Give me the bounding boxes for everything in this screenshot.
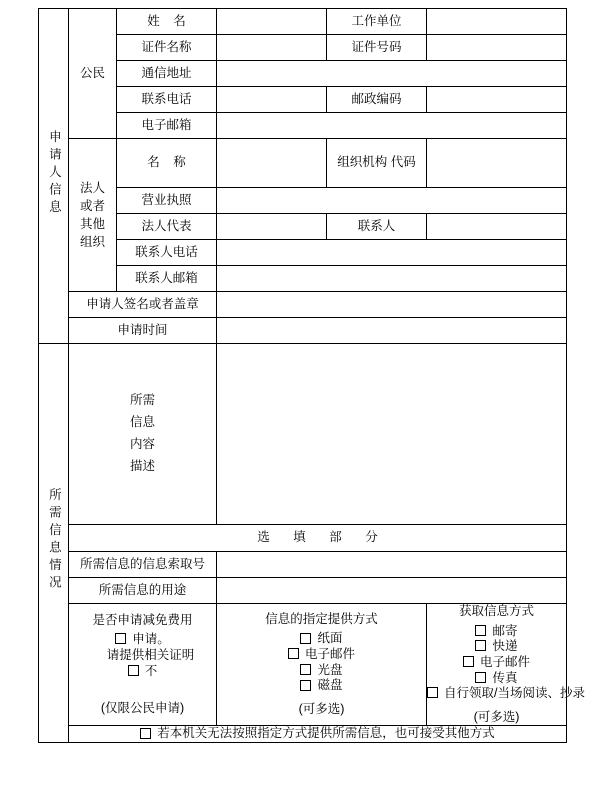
checkbox-icon[interactable]: [427, 687, 438, 698]
label-needed-info-description: 所需 信息 内容 描述: [69, 344, 217, 525]
label-signature-or-seal: 申请人签名或者盖章: [69, 292, 217, 318]
input-contact-person-email[interactable]: [217, 266, 567, 292]
checkbox-obtain-email[interactable]: 电子邮件: [427, 655, 566, 671]
input-signature-or-seal[interactable]: [217, 292, 567, 318]
table-row: [39, 292, 567, 318]
input-org-code[interactable]: [427, 139, 567, 188]
checkbox-icon[interactable]: [300, 664, 311, 675]
label-org-code: 组织机构 代码: [327, 139, 427, 188]
fee-apply-hint: 请提供相关证明: [106, 647, 195, 662]
input-information-index-number[interactable]: [217, 552, 567, 578]
label-id-type: 证件名称: [117, 35, 217, 61]
checkbox-delivery-disk[interactable]: 磁盘: [217, 678, 426, 694]
obtain-method-note: (可多选): [473, 709, 520, 724]
label-contact-person-email: 联系人邮箱: [117, 266, 217, 292]
table-row: [39, 726, 567, 743]
label-name: 姓 名: [117, 9, 217, 35]
delivery-method-title: 信息的指定提供方式: [265, 611, 378, 626]
delivery-method-group: [217, 604, 427, 726]
label-information-index-number: 所需信息的信息索取号: [69, 552, 217, 578]
label-entity-name: 名 称: [117, 139, 217, 188]
section-label-applicant-info: 申请人信息: [39, 9, 69, 344]
label-contact-person-phone: 联系人电话: [117, 240, 217, 266]
input-information-purpose[interactable]: [217, 578, 567, 604]
fee-reduction-note: (仅限公民申请): [100, 701, 185, 716]
obtain-method-group: [427, 604, 585, 726]
obtain-method-title: 获取信息方式: [458, 604, 534, 618]
checkbox-icon[interactable]: [288, 648, 299, 659]
input-id-type[interactable]: [217, 35, 327, 61]
label-postal-code: 邮政编码: [327, 87, 427, 113]
table-row: [39, 266, 567, 292]
checkbox-fee-no[interactable]: 不: [69, 664, 216, 680]
table-row: [39, 139, 567, 188]
table-row: [39, 344, 567, 525]
input-needed-info-description[interactable]: [217, 344, 567, 525]
table-row: [39, 113, 567, 139]
table-row: [39, 552, 567, 578]
label-apply-time: 申请时间: [69, 318, 217, 344]
table-row: [39, 214, 567, 240]
group-label-legal-entity: 法人 或者 其他 组织: [69, 139, 117, 292]
checkbox-fee-apply[interactable]: 申请。: [69, 632, 216, 648]
table-row: [39, 604, 567, 726]
delivery-method-note: (可多选): [298, 701, 345, 716]
footer-note-row[interactable]: [69, 726, 567, 743]
input-postal-code[interactable]: [427, 87, 567, 113]
input-mailing-address[interactable]: [217, 61, 567, 87]
checkbox-icon[interactable]: [300, 633, 311, 644]
checkbox-obtain-post[interactable]: 邮寄: [427, 624, 566, 640]
input-name[interactable]: [217, 9, 327, 35]
checkbox-icon[interactable]: [300, 680, 311, 691]
input-business-license[interactable]: [217, 188, 567, 214]
input-id-number[interactable]: [427, 35, 567, 61]
table-row: [39, 61, 567, 87]
table-row: [39, 35, 567, 61]
checkbox-delivery-cd[interactable]: 光盘: [217, 663, 426, 679]
checkbox-icon[interactable]: [475, 625, 486, 636]
table-row: [39, 525, 567, 552]
checkbox-obtain-express[interactable]: 快递: [427, 639, 566, 655]
table-row: [39, 578, 567, 604]
fee-reduction-title: 是否申请减免费用: [92, 612, 193, 627]
input-email[interactable]: [217, 113, 567, 139]
checkbox-icon[interactable]: [140, 728, 151, 739]
input-apply-time[interactable]: [217, 318, 567, 344]
input-contact-person-phone[interactable]: [217, 240, 567, 266]
checkbox-icon[interactable]: [115, 633, 126, 644]
label-contact-phone: 联系电话: [117, 87, 217, 113]
table-row: [39, 87, 567, 113]
footer-note-text: 若本机关无法按照指定方式提供所需信息，也可接受其他方式: [157, 726, 495, 741]
label-email: 电子邮箱: [117, 113, 217, 139]
label-id-number: 证件号码: [327, 35, 427, 61]
label-mailing-address: 通信地址: [117, 61, 217, 87]
input-work-unit[interactable]: [427, 9, 567, 35]
spacer: [69, 679, 216, 693]
optional-section-title: 选 填 部 分: [69, 525, 567, 552]
input-entity-name[interactable]: [217, 139, 327, 188]
table-row: [39, 9, 567, 35]
table-row: [39, 240, 567, 266]
checkbox-delivery-paper[interactable]: 纸面: [217, 631, 426, 647]
input-contact-person[interactable]: [427, 214, 567, 240]
checkbox-delivery-email[interactable]: 电子邮件: [217, 647, 426, 663]
document-page: [0, 8, 600, 806]
checkbox-obtain-fax[interactable]: 传真: [427, 671, 566, 687]
information-request-form: [38, 8, 585, 743]
label-legal-representative: 法人代表: [117, 214, 217, 240]
group-label-citizen: 公民: [69, 9, 117, 139]
table-row: [39, 188, 567, 214]
fee-reduction-group: [69, 604, 217, 726]
input-contact-phone[interactable]: [217, 87, 327, 113]
checkbox-icon[interactable]: [475, 640, 486, 651]
table-row: [39, 318, 567, 344]
label-information-purpose: 所需信息的用途: [69, 578, 217, 604]
input-legal-representative[interactable]: [217, 214, 327, 240]
checkbox-obtain-in-person[interactable]: 自行领取/当场阅读、抄录: [427, 686, 566, 702]
checkbox-icon[interactable]: [463, 656, 474, 667]
checkbox-icon[interactable]: [475, 672, 486, 683]
label-work-unit: 工作单位: [327, 9, 427, 35]
checkbox-icon[interactable]: [128, 665, 139, 676]
label-business-license: 营业执照: [117, 188, 217, 214]
label-contact-person: 联系人: [327, 214, 427, 240]
section-label-needed-info: 所需信息情况: [39, 344, 69, 743]
